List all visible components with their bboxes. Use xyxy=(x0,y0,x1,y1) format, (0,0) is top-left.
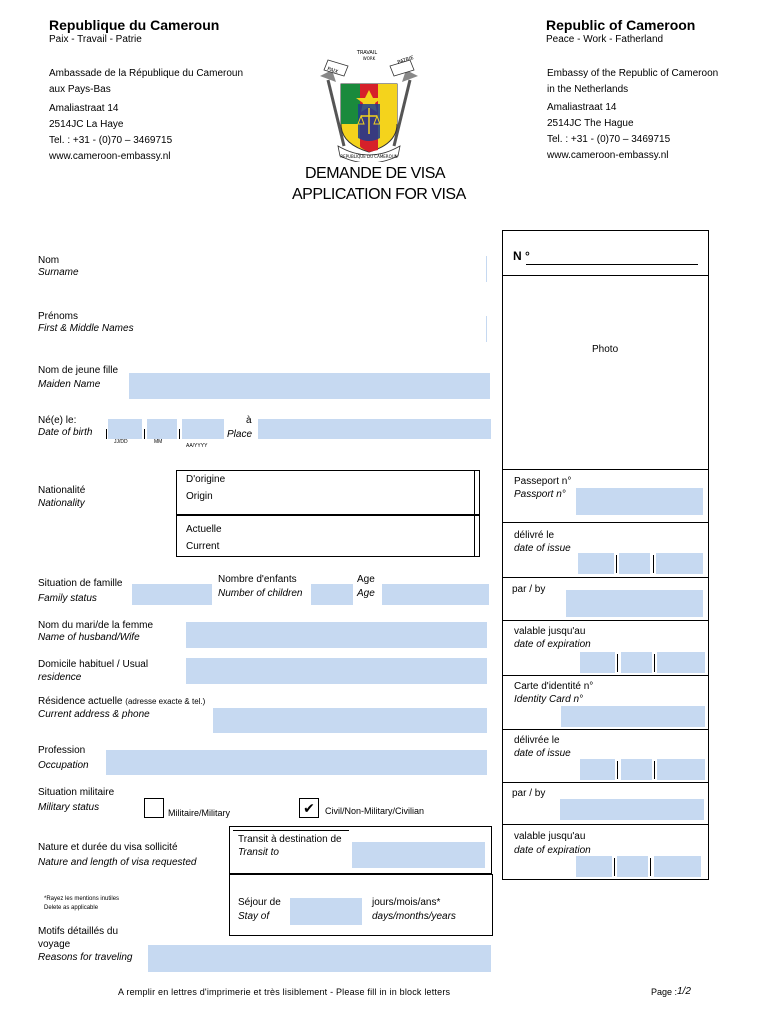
reasons-label-fr-1: Motifs détaillés du xyxy=(38,926,119,937)
country-title-en: Republic of Cameroon xyxy=(546,17,696,33)
spouse-field[interactable] xyxy=(186,622,487,648)
page-label: Page : xyxy=(651,987,678,997)
stay-units-label-fr: jours/mois/ans* xyxy=(372,897,441,908)
id-valid-label-fr: valable jusqu'au xyxy=(514,831,586,842)
passport-label-en: Passport n° xyxy=(514,489,566,500)
page-number: 1/2 xyxy=(677,986,691,997)
motto-fr: Paix - Travail - Patrie xyxy=(49,34,142,45)
maiden-name-label-fr: Nom de jeune fille xyxy=(38,365,119,376)
title-en: APPLICATION FOR VISA xyxy=(292,186,466,203)
stay-label-fr: Séjour de xyxy=(238,897,281,908)
svg-text:PAIX: PAIX xyxy=(326,66,339,76)
passport-expiry-month-field[interactable] xyxy=(621,652,652,673)
file-number-label: N ° xyxy=(513,249,530,263)
id-issued-label-en: date of issue xyxy=(514,748,571,759)
id-issue-day-field[interactable] xyxy=(580,759,615,780)
profession-field[interactable] xyxy=(106,750,487,775)
military-label-fr: Situation militaire xyxy=(38,787,115,798)
reasons-label-en: Reasons for traveling xyxy=(38,952,133,963)
telephone-fr: Tel. : +31 - (0)70 – 3469715 xyxy=(49,135,173,146)
id-issued-label-fr: délivrée le xyxy=(514,735,560,746)
transit-label-fr: Transit à destination de xyxy=(238,834,342,845)
profession-label-fr: Profession xyxy=(38,745,86,756)
svg-text:PATRIE: PATRIE xyxy=(396,54,415,66)
id-issue-month-field[interactable] xyxy=(621,759,652,780)
passport-expiry-day-field[interactable] xyxy=(580,652,615,673)
passport-label-fr: Passeport n° xyxy=(514,476,572,487)
spouse-label-fr: Nom du mari/de la femme xyxy=(38,620,154,631)
age-label-en: Age xyxy=(357,588,375,599)
photo-area[interactable] xyxy=(503,276,708,469)
street-address-en: Amaliastraat 14 xyxy=(547,102,617,113)
website-fr: www.cameroon-embassy.nl xyxy=(49,151,171,162)
website-en: www.cameroon-embassy.nl xyxy=(547,150,669,161)
embassy-name-fr-2: aux Pays-Bas xyxy=(49,84,111,95)
children-field[interactable] xyxy=(311,584,353,605)
nationality-label-en: Nationality xyxy=(38,498,85,509)
family-status-field[interactable] xyxy=(132,584,212,605)
passport-issue-year-field[interactable] xyxy=(656,553,703,574)
age-field[interactable] xyxy=(382,584,489,605)
street-address-fr: Amaliastraat 14 xyxy=(49,103,119,114)
passport-issued-label-en: date of issue xyxy=(514,543,571,554)
birth-date-label-en: Date of birth xyxy=(38,427,93,438)
residence-field[interactable] xyxy=(213,708,487,733)
stay-label-en: Stay of xyxy=(238,911,270,922)
title-fr: DEMANDE DE VISA xyxy=(305,165,446,182)
id-issue-year-field[interactable] xyxy=(657,759,705,780)
maiden-name-label-en: Maiden Name xyxy=(38,379,101,390)
footer-instruction: A remplir en lettres d'imprimerie et très lisiblement - Please fill in in block letters xyxy=(118,987,451,997)
birth-month-hint: MM xyxy=(154,439,163,445)
id-expiry-day-field[interactable] xyxy=(576,856,612,877)
civil-checkbox[interactable]: ✔ xyxy=(299,798,319,818)
passport-valid-label-en: date of expiration xyxy=(514,639,591,650)
birth-day-field[interactable] xyxy=(108,419,142,439)
birth-place-field[interactable] xyxy=(258,419,491,439)
id-expiry-year-field[interactable] xyxy=(654,856,701,877)
passport-by-label: par / by xyxy=(512,584,546,595)
spouse-label-en: Name of husband/Wife xyxy=(38,632,140,643)
military-label-en: Military status xyxy=(38,802,100,813)
id-card-label-en: Identity Card n° xyxy=(514,694,584,705)
children-label-en: Number of children xyxy=(218,588,303,599)
city-fr: 2514JC La Haye xyxy=(49,119,124,130)
passport-issue-month-field[interactable] xyxy=(619,553,650,574)
birth-month-field[interactable] xyxy=(147,419,177,439)
first-names-label-en: First & Middle Names xyxy=(38,323,134,334)
delete-note-fr: *Rayez les mentions inutiles xyxy=(44,896,120,902)
family-status-label-en: Family status xyxy=(38,593,97,604)
telephone-en: Tel. : +31 - (0)70 – 3469715 xyxy=(547,134,671,145)
svg-text:TRAVAIL: TRAVAIL xyxy=(356,50,378,56)
domicile-label-en: residence xyxy=(38,672,82,683)
coat-of-arms-emblem xyxy=(314,46,424,162)
birth-day-hint: JJ/DD xyxy=(114,439,128,445)
nationality-current-label-en: Current xyxy=(186,541,220,552)
nationality-label-fr: Nationalité xyxy=(38,485,86,496)
passport-number-field[interactable] xyxy=(576,488,703,515)
passport-issued-label-fr: délivré le xyxy=(514,530,555,541)
passport-valid-label-fr: valable jusqu'au xyxy=(514,626,586,637)
profession-label-en: Occupation xyxy=(38,760,89,771)
embassy-name-fr-1: Ambassade de la République du Cameroun xyxy=(49,68,244,79)
family-status-label-fr: Situation de famille xyxy=(38,578,123,589)
residence-label-en: Current address & phone xyxy=(38,709,150,720)
nationality-current-label-fr: Actuelle xyxy=(186,524,222,535)
reasons-field[interactable] xyxy=(148,945,491,972)
military-option-label: Militaire/Military xyxy=(168,808,231,818)
maiden-name-field[interactable] xyxy=(129,373,490,399)
birth-year-field[interactable] xyxy=(182,419,224,439)
children-label-fr: Nombre d'enfants xyxy=(218,574,297,585)
stay-units-label-en: days/months/years xyxy=(372,911,456,922)
military-checkbox[interactable] xyxy=(144,798,164,818)
birth-place-label-fr: à xyxy=(246,415,252,426)
visa-nature-label-fr: Nature et durée du visa sollicité xyxy=(38,842,178,853)
passport-expiry-year-field[interactable] xyxy=(657,652,705,673)
id-card-number-field[interactable] xyxy=(561,706,705,727)
civil-option-label: Civil/Non-Military/Civilian xyxy=(325,806,425,816)
domicile-field[interactable] xyxy=(186,658,487,684)
nationality-origin-label-fr: D'origine xyxy=(186,474,226,485)
age-label-fr: Age xyxy=(357,574,375,585)
svg-text:REPUBLIQUE DU CAMEROUN: REPUBLIQUE DU CAMEROUN xyxy=(340,154,398,159)
id-expiry-month-field[interactable] xyxy=(617,856,648,877)
embassy-name-en-1: Embassy of the Republic of Cameroon xyxy=(547,68,719,79)
transit-label-en: Transit to xyxy=(238,847,279,858)
domicile-label-fr: Domicile habituel / Usual xyxy=(38,659,149,670)
residence-label-fr: Résidence actuelle (adresse exacte & tel.) xyxy=(38,696,206,707)
country-title-fr: Republique du Cameroun xyxy=(49,17,220,33)
motto-en: Peace - Work - Fatherland xyxy=(546,34,664,45)
passport-issuer-field[interactable] xyxy=(566,590,703,617)
id-valid-label-en: date of expiration xyxy=(514,845,591,856)
photo-label: Photo xyxy=(592,344,619,355)
transit-destination-field[interactable] xyxy=(352,842,485,868)
first-names-label-fr: Prénoms xyxy=(38,311,79,322)
birth-place-label-en: Place xyxy=(227,429,253,440)
surname-label-en: Surname xyxy=(38,267,79,278)
embassy-name-en-2: in the Netherlands xyxy=(547,84,629,95)
first-names-field[interactable] xyxy=(486,316,487,342)
nationality-origin-label-en: Origin xyxy=(186,491,213,502)
svg-text:WORK: WORK xyxy=(362,56,376,61)
birth-date-label-fr: Né(e) le: xyxy=(38,415,77,426)
passport-issue-day-field[interactable] xyxy=(578,553,614,574)
visa-nature-label-en: Nature and length of visa requested xyxy=(38,857,197,868)
birth-year-hint: AA/YYYY xyxy=(186,443,208,449)
id-card-label-fr: Carte d'identité n° xyxy=(514,681,594,692)
surname-label-fr: Nom xyxy=(38,255,60,266)
id-issuer-field[interactable] xyxy=(560,799,704,820)
delete-note-en: Delete as applicable xyxy=(44,905,99,911)
residence-note: (adresse exacte & tel.) xyxy=(125,697,206,706)
surname-field[interactable] xyxy=(486,256,487,282)
stay-length-field[interactable] xyxy=(290,898,362,925)
reasons-label-fr-2: voyage xyxy=(38,939,71,950)
city-en: 2514JC The Hague xyxy=(547,118,634,129)
id-by-label: par / by xyxy=(512,788,546,799)
file-number-line[interactable] xyxy=(526,264,698,265)
